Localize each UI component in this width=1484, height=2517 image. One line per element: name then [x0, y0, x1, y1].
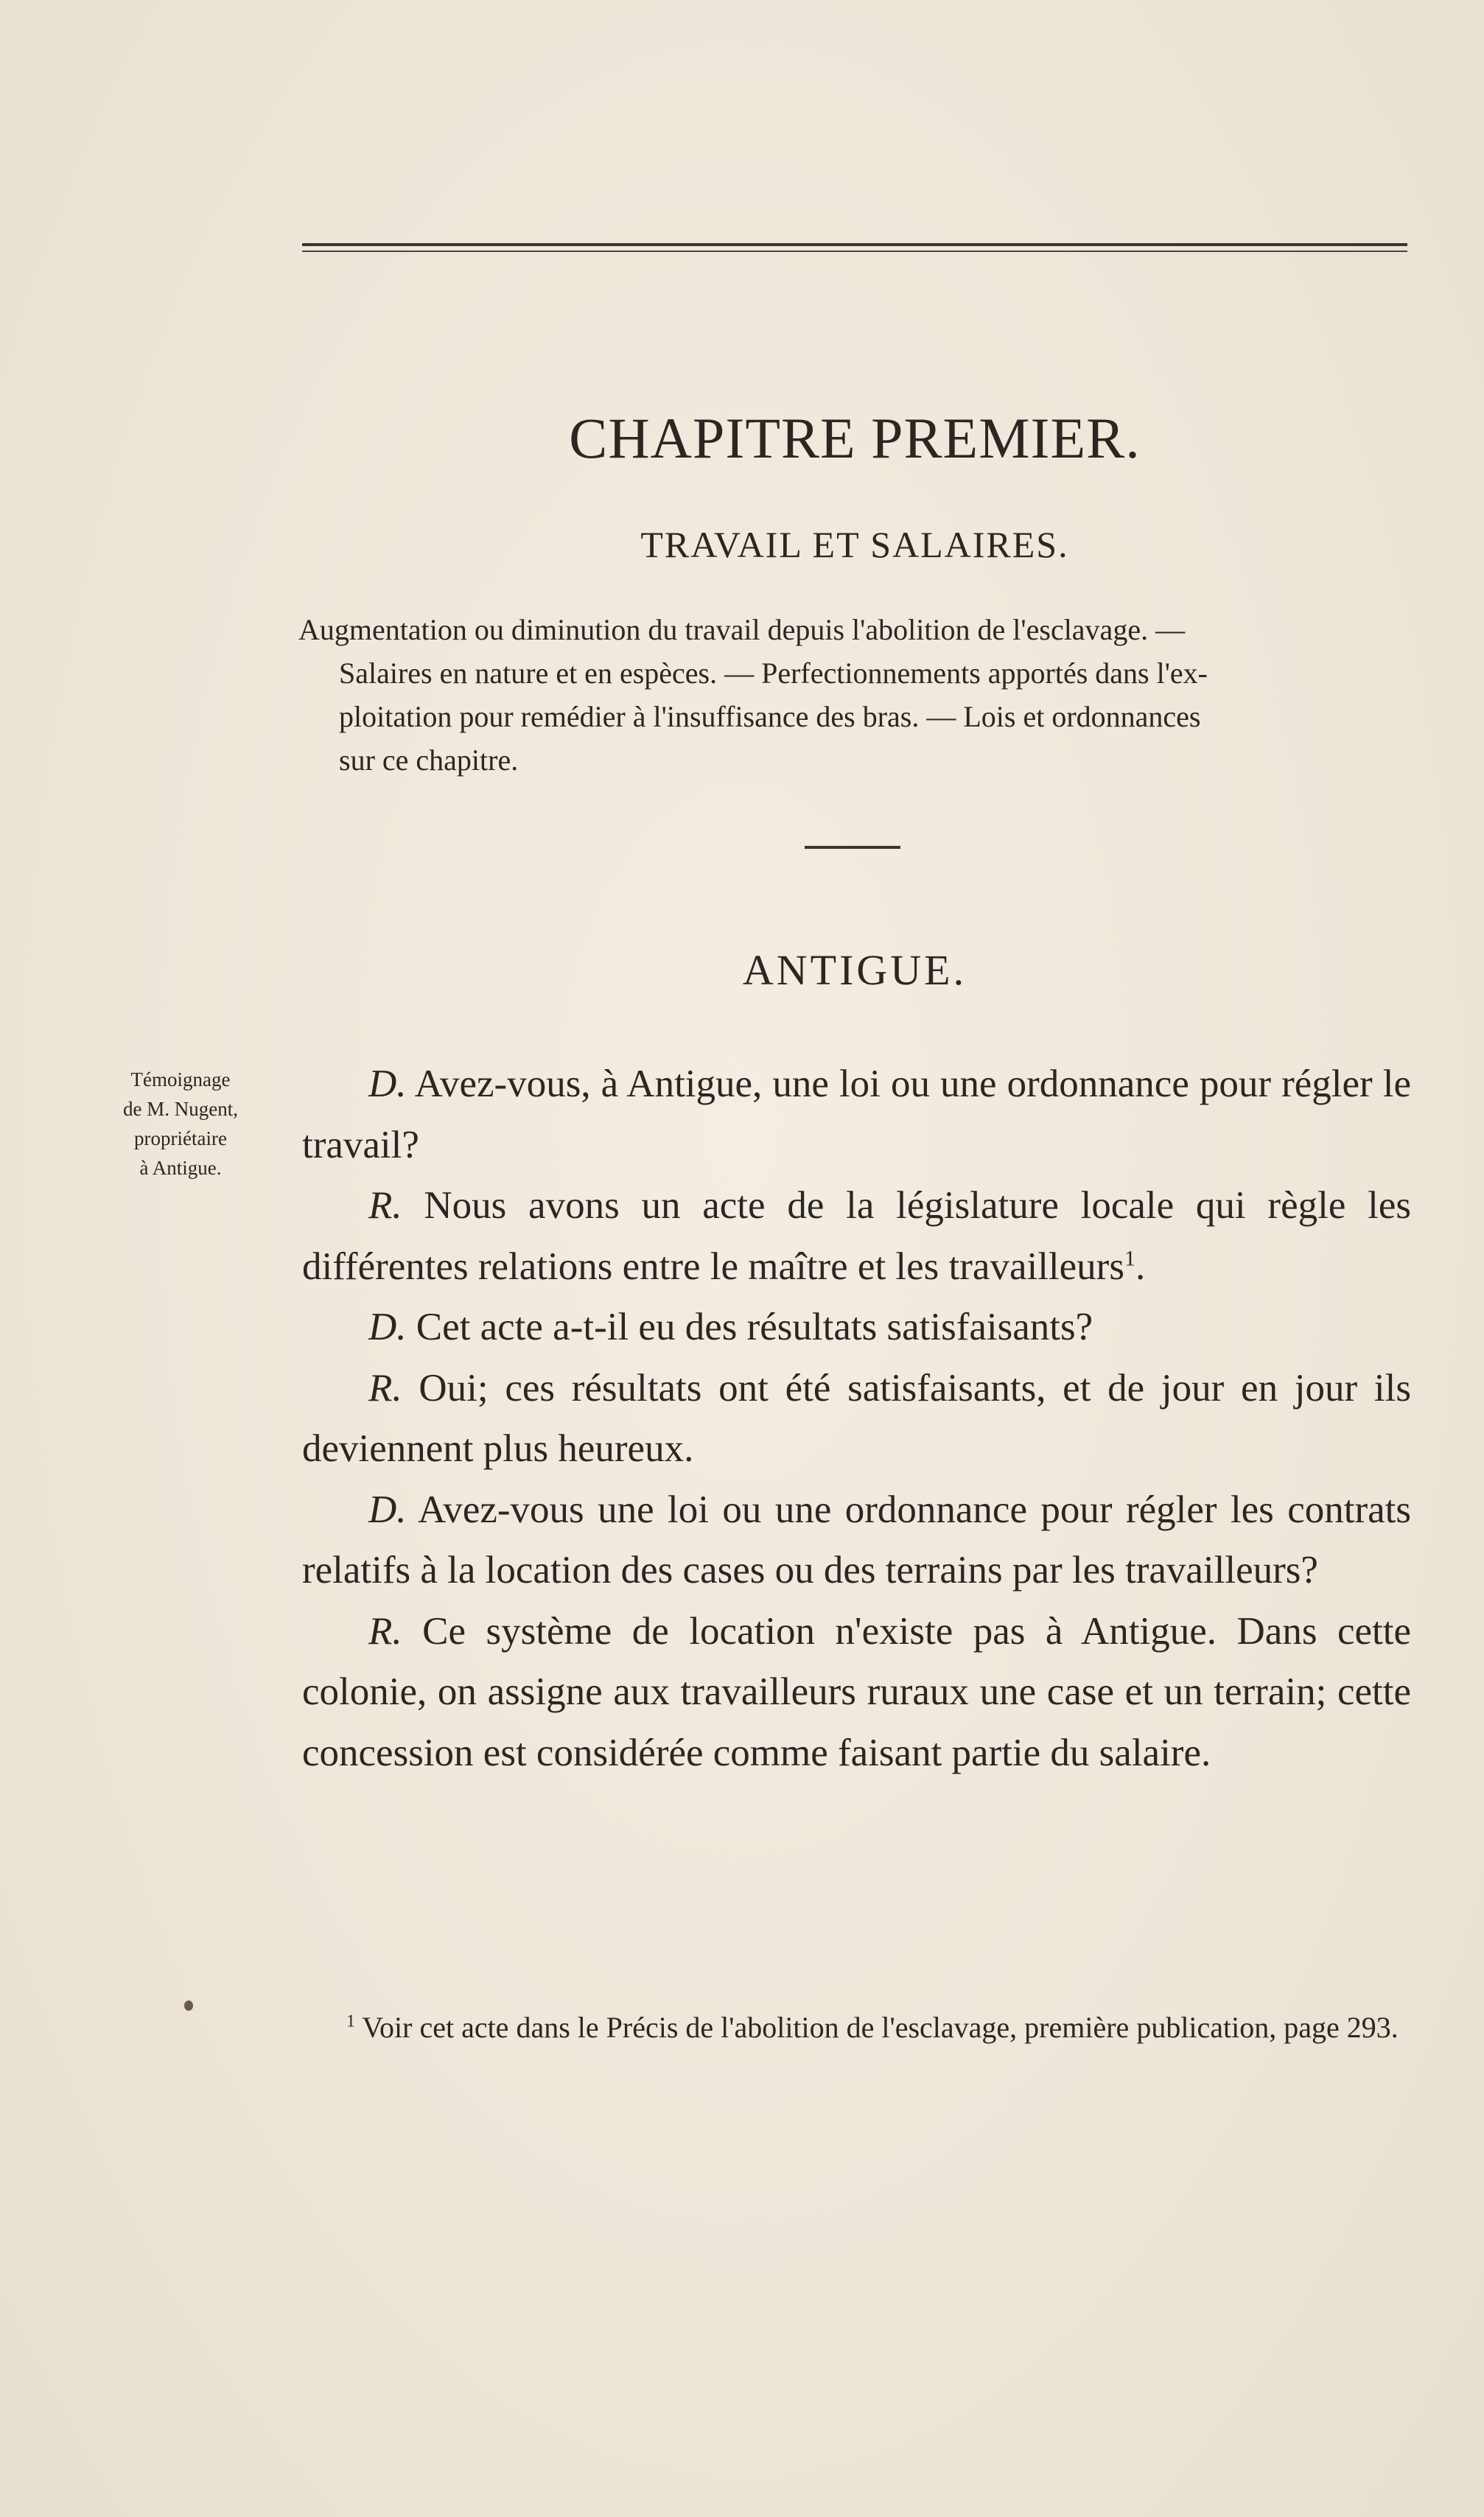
summary-line: Salaires en nature et en espèces. — Perfectionnements apportés dans l'ex- [339, 657, 1208, 690]
header-rule-thin [302, 251, 1407, 252]
header-rule [302, 243, 1407, 246]
margin-note-line: propriétaire [134, 1127, 227, 1149]
footnote-text: Voir cet acte dans le Précis de l'abolition de l'esclavage, première publication, page 293. [355, 2011, 1399, 2044]
speaker-label: D. [368, 1306, 407, 1348]
section-divider [805, 846, 900, 849]
speaker-label: D. [368, 1488, 407, 1531]
dialogue-text: Avez-vous, à Antigue, une loi ou une ordonnance pour régler le travail? [302, 1063, 1411, 1166]
dialogue-text: Avez-vous une loi ou une ordonnance pour régler les contrats relatifs à la location des cases ou des terrains par les travailleurs? [302, 1488, 1411, 1592]
margin-note-line: de M. Nugent, [123, 1098, 238, 1120]
margin-note-line: à Antigue. [139, 1157, 222, 1179]
dialogue-paragraph [302, 1297, 1411, 1358]
dialogue-paragraph [302, 1480, 1411, 1601]
dialogue-paragraph [302, 1054, 1411, 1175]
footnote-paragraph [302, 2006, 1411, 2049]
dialogue-text: Oui; ces résultats ont été satisfaisants, et de jour en jour ils deviennent plus heureux. [302, 1366, 1411, 1470]
speaker-label: R. [368, 1609, 402, 1653]
summary-line: Augmentation ou diminution du travail depuis l'abolition de l'esclavage. — [298, 613, 1186, 646]
chapter-title: CHAPITRE PREMIER. [569, 406, 1141, 470]
dialogue-text: Cet acte a-t-il eu des résultats satisfaisants? [406, 1306, 1093, 1348]
dialogue-paragraph [302, 1175, 1411, 1297]
dialogue-paragraph [302, 1358, 1411, 1480]
footnote-reference[interactable]: 1 [1124, 1245, 1135, 1270]
footnote-marker: 1 [346, 2012, 355, 2031]
speaker-label: R. [368, 1184, 402, 1227]
chapter-summary [298, 608, 1407, 782]
margin-note [74, 1065, 287, 1183]
dialogue-text: Ce système de location n'existe pas à Antigue. Dans cette colonie, on assigne aux travailleurs ruraux une case et un terrain; cette concession est considérée comme faisant partie du salaire. [302, 1609, 1411, 1774]
dialogue-text: Nous avons un acte de la législature locale qui règle les différentes relations entre le maître et les travailleurs [302, 1184, 1411, 1288]
dialogue-paragraph [302, 1601, 1411, 1784]
ink-speck [184, 2000, 193, 2011]
dialogue-text-tail: . [1135, 1245, 1146, 1288]
dialogue-body [302, 1054, 1411, 1783]
speaker-label: D. [368, 1063, 407, 1105]
summary-line: sur ce chapitre. [339, 743, 519, 777]
summary-line: ploitation pour remédier à l'insuffisance des bras. — Lois et ordonnances [339, 700, 1201, 733]
speaker-label: R. [368, 1366, 402, 1410]
colony-heading: ANTIGUE. [742, 946, 967, 994]
footnote [302, 2006, 1411, 2049]
section-title: TRAVAIL ET SALAIRES. [640, 524, 1069, 565]
margin-note-line: Témoignage [130, 1068, 231, 1091]
